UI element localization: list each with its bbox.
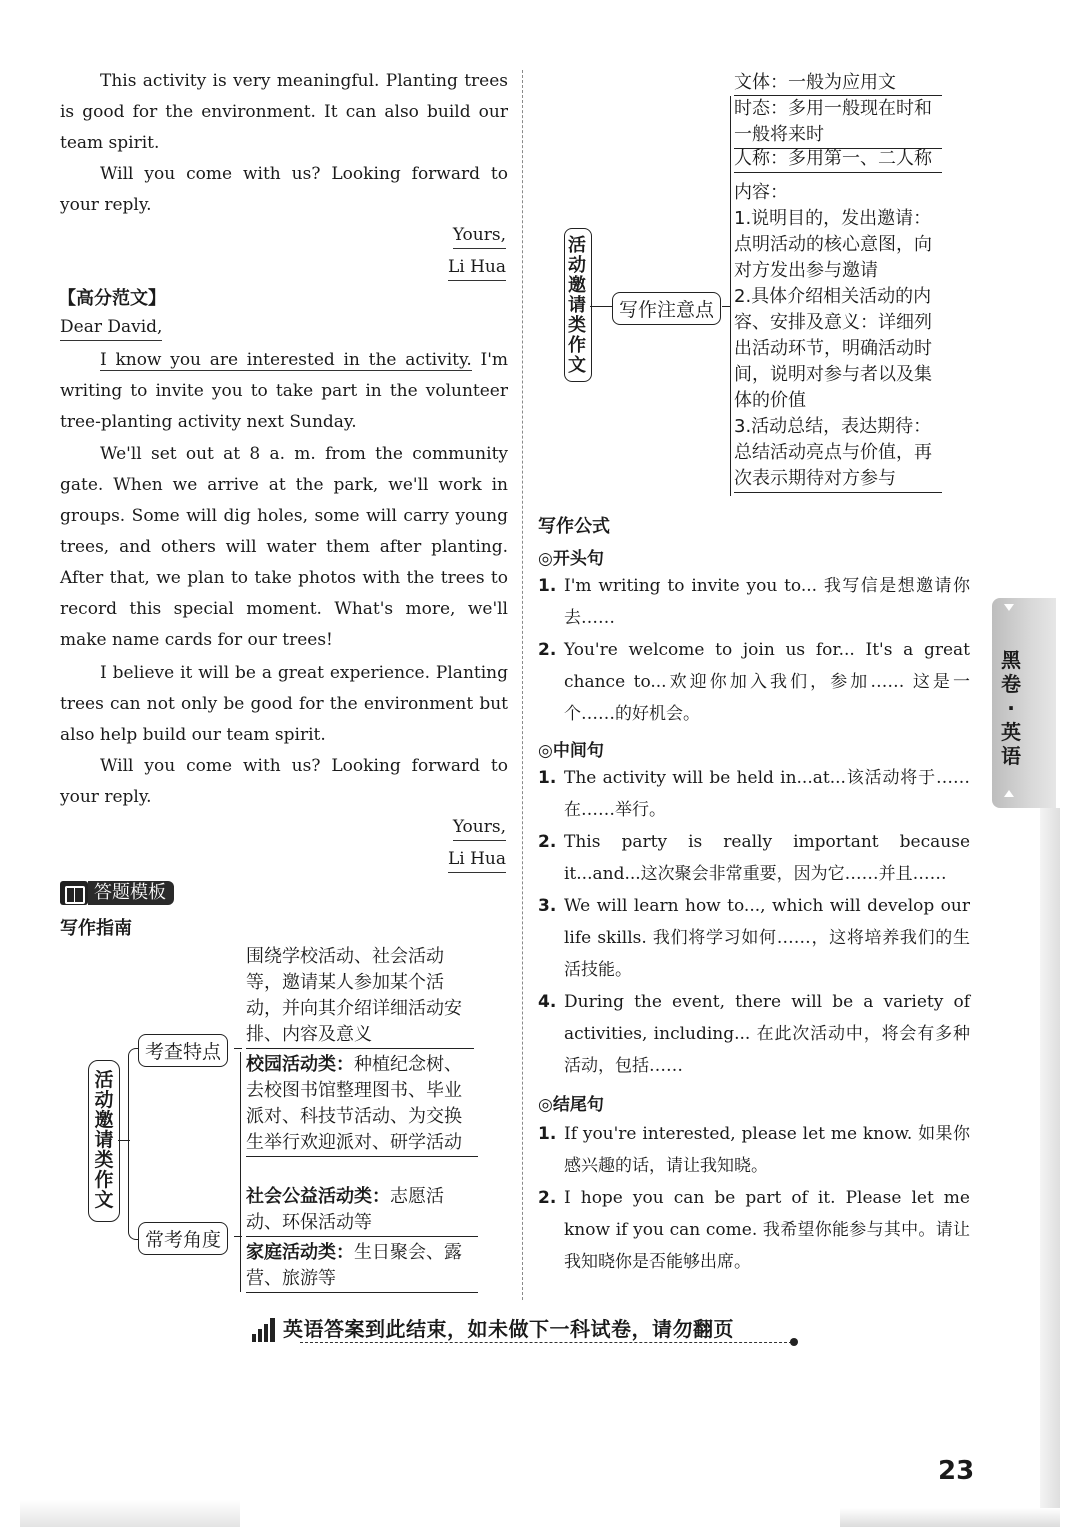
note-genre: 文体：一般为应用文 [734,72,896,93]
note-person: 人称：多用第一、二人称 [734,146,942,173]
list-item: 1. If you're interested, please let me know. 如果你感兴趣的话，请让我知晓。 [538,1124,970,1176]
content-item: 3.活动总结，表达期待：总结活动亮点与价值，再次表示期待对方参与 [734,416,932,489]
text: I'm writing to invite you to take part in the volunteer tree-planting activity next Sunday. [60,350,508,432]
middle-title: ◎中间句 [538,741,604,761]
connector [722,306,730,307]
note-content [734,180,942,493]
branch-writing-notes: 写作注意点 [612,292,721,325]
list-item: 1. I'm writing to invite you to... 我写信是想邀请你去…… [538,576,970,628]
connector [590,306,612,307]
content-title: 内容： [734,182,788,203]
list-item: 2. You're welcome to join us for... It's a great chance to...欢迎你加入我们，参加…… 这是一个……的好机会。 [538,640,970,724]
paragraph: Will you come with us? Looking forward to your reply. [60,164,508,215]
template-badge [60,880,174,906]
column-divider [522,70,523,1300]
angle-family [246,1240,478,1293]
angle-head: 家庭活动类： [246,1242,354,1263]
badge-label: 答题模板 [88,881,174,905]
model-essay-title: 【高分范文】 [58,288,166,309]
paragraph [60,345,508,438]
page-edge-shadow [840,1508,1060,1527]
book-icon [60,881,88,905]
formula-title: 写作公式 [538,516,610,537]
guide-title: 写作指南 [60,918,132,939]
list-item: 4. During the event, there will be a variety of activities, including... 在此次活动中，将会有多种活动，包括…… [538,992,970,1076]
connector [730,96,731,496]
note-tense: 时态：多用一般现在时和一般将来时 [734,95,942,149]
signature: Li Hua [448,254,506,281]
page-edge-shadow [1040,808,1060,1508]
side-tab [992,598,1056,808]
opening-title: ◎开头句 [538,549,604,569]
content-item: 2.具体介绍相关活动的内容、安排及意义：详细列出活动环节，明确活动时间，说明对参与者以及集体的价值 [734,286,932,411]
ending-title: ◎结尾句 [538,1095,604,1115]
footer-note [252,1316,734,1342]
paragraph: Will you come with us? Looking forward to your reply. [60,756,508,807]
footer-underline [300,1342,792,1343]
angle-campus [246,1052,478,1157]
opening-list [538,570,970,730]
signoff: Yours, [453,222,506,249]
tree-root-label: 活动邀请类作文 [94,1069,114,1211]
bar-chart-icon [252,1318,275,1342]
ending-list [538,1118,970,1278]
middle-list [538,762,970,1082]
list-item: 2. This party is really important because it...and...这次聚会非常重要，因为它……并且…… [538,832,970,884]
connector [128,1048,141,1240]
arrow-down-icon [1004,604,1014,611]
list-item: 3. We will learn how to..., which will develop our life skills. 我们将学习如何……，这将培养我们的生活技能。 [538,896,970,980]
angle-body: 生日聚会、露营、旅游等 [246,1242,462,1289]
paragraph: I believe it will be a great experience. Planting trees can not only be good for the environment but also help build our team spirit. [60,663,508,745]
angle-body: 种植纪念树、去校图书馆整理图书、毕业派对、科技节活动、为交换生举行欢迎派对、研学活动 [246,1054,462,1153]
angle-head: 校园活动类： [246,1054,354,1075]
branch-common-angles: 常考角度 [138,1222,228,1255]
tree-root-label: 活动邀请类作文 [568,235,586,376]
signoff: Yours, [453,814,506,841]
paragraph: This activity is very meaningful. Planting trees is good for the environment. It can also build our team spirit. [60,71,508,153]
angle-body: 志愿活动、环保活动等 [246,1186,444,1233]
connector [234,1048,242,1049]
signature: Li Hua [448,846,506,873]
branch-exam-features: 考查特点 [138,1034,228,1067]
dot-icon [790,1338,798,1346]
paragraph: We'll set out at 8 a. m. from the community gate. When we arrive at the park, we'll work in groups. Some will dig holes, some will carry young trees, and others will water them after planting. After that, we plan to take photos with the trees to record this special moment. What's more, we'll make name cards for our trees! [60,444,508,650]
tab-label: 黑卷·英语 [1001,648,1021,768]
arrow-up-icon [1004,790,1014,797]
list-item: 1. The activity will be held in...at...该活动将于……在……举行。 [538,768,970,820]
content-item: 1.说明目的，发出邀请：点明活动的核心意图，向对方发出参与邀请 [734,208,932,281]
exam-features-text: 围绕学校活动、社会活动等，邀请某人参加某个活动，并向其介绍详细活动安排、内容及意义 [246,944,474,1049]
page-number: 23 [938,1456,975,1486]
page-edge-shadow [20,1500,240,1527]
greeting: Dear David, [60,314,162,341]
underlined-sentence: I know you are interested in the activity. [100,350,472,370]
angle-head: 社会公益活动类： [246,1186,390,1207]
footer-text: 英语答案到此结束，如未做下一科试卷，请勿翻页 [283,1317,734,1341]
angle-public-welfare [246,1184,478,1237]
list-item: 2. I hope you can be part of it. Please let me know if you can come. 我希望你能参与其中。请让我知晓你是否能够出席。 [538,1188,970,1272]
